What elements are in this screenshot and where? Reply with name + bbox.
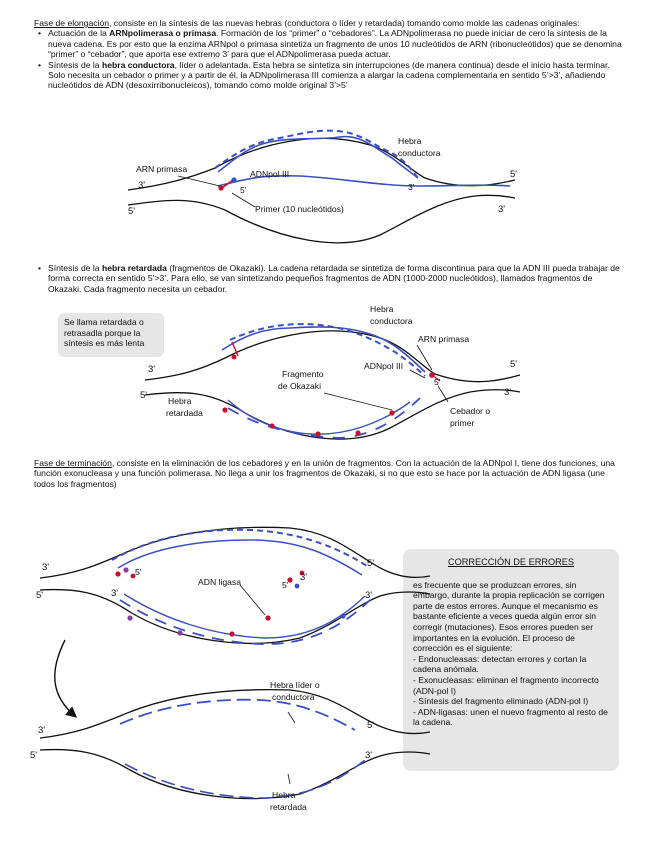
elongation-intro-text: , consiste en la síntesis de las nuevas hebras (conductora o líder y retardada) tomando como molde las cadenas originales: bbox=[109, 18, 580, 28]
b2-bold: hebra conductora bbox=[101, 59, 175, 70]
correction-title: CORRECCIÓN DE ERRORES bbox=[447, 557, 575, 567]
b1-pre: Actuación de la bbox=[48, 28, 110, 39]
diagram-leading-strand bbox=[128, 131, 517, 243]
diagram-finished bbox=[30, 680, 430, 812]
d1-five-right: 5' bbox=[510, 169, 518, 180]
d4-conductora: conductora bbox=[272, 692, 315, 702]
d2-hebra-left: Hebra bbox=[168, 396, 192, 406]
b3-bold: hebra retardada bbox=[101, 263, 167, 273]
d3-ligasa: ADN ligasa bbox=[198, 577, 241, 587]
b2-pre: Síntesis de la bbox=[48, 59, 102, 70]
d3-five-left: 5' bbox=[36, 590, 44, 601]
d1-arn-primasa: ARN primasa bbox=[136, 164, 188, 174]
d1-three-right: 3' bbox=[498, 204, 506, 215]
d2-conductora: conductora bbox=[370, 316, 413, 326]
d2-cebador: Cebador o bbox=[450, 406, 491, 416]
correction-p1: es frecuente que se produzcan errores, sin embargo, durante la propia replicación se corrigen parte de estos errores. Aunque el mecanismo es bastante eficiente a veces queda algún error sin corregir (mutaciones). Esos errores pueden ser importantes en la evolución. El proceso de corrección es el siguiente: bbox=[413, 579, 605, 654]
d1-hebra: Hebra bbox=[398, 136, 422, 146]
correction-i2: - Exonucleasas: eliminan el fragmento incorrecto (ADN-pol I) bbox=[413, 674, 599, 696]
correction-i3: - Síntesis del fragmento eliminado (ADN-pol I) bbox=[413, 696, 589, 707]
d2-primer: primer bbox=[450, 418, 475, 428]
b1-post: . Formación de los “primer” o “cebadores”. La ADNpolimerasa no puede iniciar de cero la síntesis de la nueva cadena. Es por esto que la enzima ARNpol o primasa sintetiza un fragmento de unos 10 nucleótidos de ARN (ribonucleótidos) que se denomina “primer” o “cebador”, que aporta ese extremo 3’ para que el ADNpolimerasa pueda actuar. bbox=[48, 28, 622, 60]
d1-conductora: conductora bbox=[398, 148, 441, 158]
d2-de-okazaki: de Okazaki bbox=[278, 381, 321, 391]
d3-three-right: 3' bbox=[365, 590, 373, 601]
d4-three-left: 3' bbox=[38, 725, 46, 736]
d2-five-right: 5' bbox=[510, 359, 518, 370]
termination-text: , consiste en la eliminación de los cebadores y en la unión de fragmentos. Con la actuación de la ADNpol I, tiene dos funciones, una función exonucleasa y una función polimerasa. No llega a unir los fragmentos de Okazaki, si no que esto se hace por la actuación de ADN ligasa (une todos los fragmentos) bbox=[34, 458, 615, 489]
d4-three-right: 3' bbox=[365, 750, 373, 761]
d3-three-small: 3' bbox=[300, 572, 308, 583]
diagram-lagging-strand bbox=[140, 304, 520, 439]
d2-three-right: 3' bbox=[504, 387, 512, 398]
transition-arrow bbox=[55, 640, 75, 716]
diagram-ligase bbox=[36, 527, 430, 644]
d3-five-small: 5' bbox=[135, 567, 142, 577]
d3-five-small2: 5' bbox=[282, 580, 289, 590]
d2-hebra-top: Hebra bbox=[370, 304, 394, 314]
lagging-note: Se llama retardada o retrasadla porque la síntesis es más lenta bbox=[58, 313, 164, 357]
d1-primer: Primer (10 nucleótidos) bbox=[255, 204, 344, 214]
d4-hebra: Hebra bbox=[272, 790, 296, 800]
d1-adnpol: ADNpol III bbox=[250, 169, 290, 179]
b3-pre: Síntesis de la bbox=[48, 263, 102, 273]
d2-five-left: 5' bbox=[140, 390, 148, 401]
correction-i4: - ADN-ligasas: unen el nuevo fragmento al resto de la cadena. bbox=[413, 706, 608, 728]
d4-five-left: 5' bbox=[30, 750, 38, 761]
d4-five-right: 5' bbox=[367, 720, 375, 731]
d2-arn-primasa: ARN primasa bbox=[418, 334, 470, 344]
b2-post: , líder o adelantada. Esta hebra se sintetiza sin interrupciones (de manera continua) desde el inicio hasta terminar. Solo necesita un cebador o primer y a partir de él, la ADNpolimerasa III comienza a alargar la cadena complementaria en sentido 5’>3’, añadiendo nucleótidos de ADN (desoxirribonucleicos), tomando como molde original 3’>5’ bbox=[48, 59, 610, 91]
d2-adnpol: ADNpol III bbox=[364, 361, 404, 371]
termination-title: Fase de terminación bbox=[34, 458, 112, 468]
correction-i1: - Endonucleasas: detectan errores y cortan la cadena anómala. bbox=[413, 653, 587, 675]
d2-five-small: 5' bbox=[434, 377, 441, 387]
d2-three-left: 3' bbox=[148, 364, 156, 375]
b3-post: (fragmentos de Okazaki). La cadena retardada se sintetiza de forma discontinua para que la ADN III pueda trabajar de forma correcta en sentido 5’>3’. Para ello, se van sintetizando pequeños fragmentos de ADN (1000-2000 nucleótidos), llamados fragmentos de Okazaki. Cada fragmento necesita un cebador. bbox=[48, 263, 620, 294]
d1-five-left: 5' bbox=[128, 206, 136, 217]
d1-three-small: 3' bbox=[408, 182, 415, 192]
d4-retardada: retardada bbox=[270, 802, 307, 812]
elongation-title: Fase de elongación bbox=[34, 18, 110, 28]
b1-bold: ARNpolimerasa o primasa bbox=[109, 28, 217, 39]
d3-three-mid: 3' bbox=[111, 588, 119, 599]
d3-five-right: 5' bbox=[367, 558, 375, 569]
d1-three-left: 3' bbox=[138, 180, 146, 191]
d1-five-small: 5' bbox=[240, 185, 247, 195]
d2-fragmento: Fragmento bbox=[282, 369, 324, 379]
d4-hebra-lider: Hebra líder o bbox=[270, 680, 320, 690]
d3-three-left: 3' bbox=[42, 562, 50, 573]
d2-retardada: retardada bbox=[166, 408, 203, 418]
